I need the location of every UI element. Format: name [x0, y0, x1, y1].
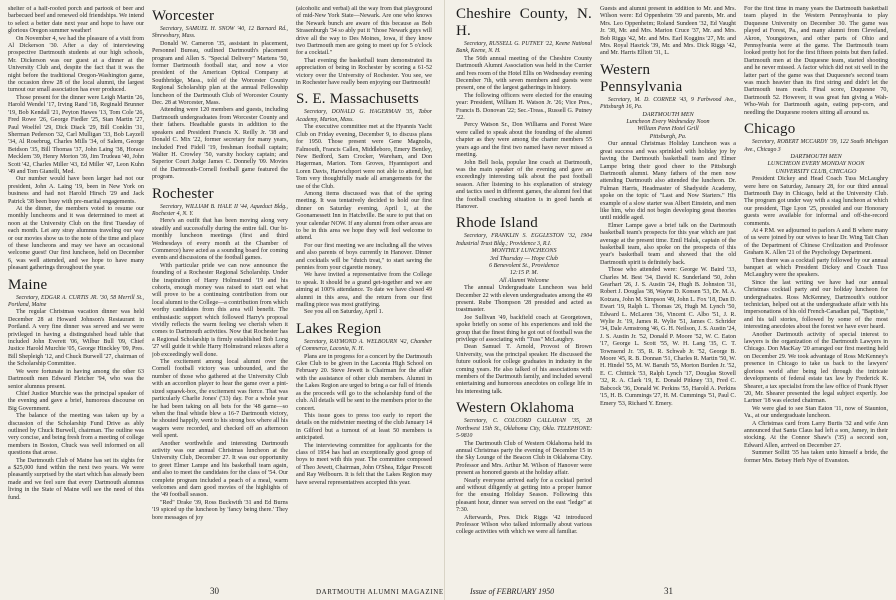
section-heading-cheshire: Cheshire County, N. H. — [456, 6, 592, 39]
luncheon-notice: UNIVERSITY CLUB, CHICAGO — [775, 168, 857, 175]
luncheon-notice: MONTHLY LUNCHEONS — [491, 248, 557, 255]
luncheon-notice: Luncheon Every Wednesday Noon — [626, 119, 710, 126]
magazine-footer: DARTMOUTH ALUMNI MAGAZINE — [316, 588, 444, 596]
luncheon-notice: Pittsburgh, Pa. — [649, 133, 687, 140]
paragraph: The following officers were elected for the ensuing year: President, William H. Watson Jr. '26; Vice Pres., Francis B. Donovan '22; Sec.-Treas., Russell G. Putney '22. — [456, 92, 592, 122]
section-secretary: Secretary, WILLIAM B. HALE II '44, Aqueduct Bldg., Rochester 4, N. Y. — [152, 203, 288, 217]
paragraph: shelter of a half-roofed porch and partook of beer and barbecued beef and renewed old friendships. We intend to select a better date next year and hope to have our glorious Oregon summer weather! — [8, 6, 144, 35]
paragraph: President Dickey and Head Coach Tuss McLaughry were here on Saturday, January 28, for our third annual Dartmouth Day in Chicago, held at the University Club. The program got under way with a stag luncheon at which our president, Tige Lyon '25, presided and our Honorary guests were available for informal and off-the-record comments. — [744, 176, 888, 227]
section-heading-se-massachusetts: S. E. Massachusetts — [296, 91, 419, 108]
paragraph: Guests and alumni present in addition to Mr. and Mrs. Wilson were: Ed Oppenheim '39 and parents, Mr. and Mrs. Leo Oppenheim; Roland Sundeen '32, Ed Vaught Jr. '38, Mr. and Mrs. Marion Cruce '37, Mr. and Mrs. Bob Riggs '42, Mr. and Mrs. Earl Koggins '27, Mr. and Mrs. Royal Hasrick '39, Mr. and Mrs. Dick Riggs '42, and Mr. Harris Elliott '31, L. — [600, 6, 736, 57]
paragraph: Those present for the dinner were Leigh Martin '26, Harold Wendel '17, Irving Rand '18, Reginald Brunner '19, Bob Kendall '21, Peyton Hawes '13, Tom Cole '26, Fred Rowe '26, George Fiedler '25, Stan Martin '27, Paul Woelfel '29, Dick Diack '29, Bill Conklin '31, Sherman Pederson '32, Carl Mulligan '33, Bob Layzell '34, Al Rosebrug, Charles Mills '34, of Salem, George Beidson '35, Bill Thomas '37, John Laing '38, Horace Mecklem '39, Henry Morton '39, Jim Trudeau '40, John Scott '42, Charles Miller '43, Ed Miller '47, Leon Kuhn '49 and Tom Gianelli, Med. — [8, 94, 144, 175]
paragraph: Elmer Lampe gave a brief talk on the Dartmouth basketball team's prospects for this year which are just average at the present time. Emil Haluk, captain of the basketball team, also spoke on the prospects of this year's basketball team and showed that the old Dartmouth spirit is definitely back. — [600, 222, 736, 266]
paragraph: The interviewing committee for applicants for the class of 1954 has had an exceptionally good group of boys to meet with this year. The committee composed of Theo Jewett, Chairman, John O'Shea, Edgar Prescott and Ray Welbourn. It is felt that the Lakes Region may have several representatives accepted this year. — [296, 442, 432, 486]
paragraph: The regular Christmas vacation dinner was held December 28 at Howard Johnson's Restaurant in Portland. A very fine dinner was served and we were privileged in having a distinguished head table that included John Everett '06, Wilbur Bull '09, Chief Justice Harold Murchie '05, George Hinckley '09, Pres. Bill Shepleigh '12, and Chuck Burwell '27, chairman of the Scholarship Committee. — [8, 309, 144, 368]
section-secretary: Secretary, DONALD G. HAGERMAN '35, Tabor Academy, Marion, Mass. — [296, 109, 432, 123]
section-heading-western-oklahoma: Western Oklahoma — [456, 400, 575, 417]
luncheon-notice: DARTMOUTH MEN — [642, 111, 694, 118]
paragraph: The 56th annual meeting of the Cheshire County Dartmouth Alumni Association was held in the Currier and Ives room of the Hotel Ellis on Wednesday evening December 7th, with seven members and guests were present, one of the largest gatherings in history. — [456, 55, 592, 92]
luncheon-notice: 12:15 P. M. — [509, 270, 539, 277]
paragraph: The annual Undergraduate Luncheon was held December 22 with eleven undergraduates among the 49 present. Rube Thompson '28 presided and acted as toastmaster. — [456, 285, 592, 314]
luncheon-notice: LUNCHEON EVERY MONDAY NOON — [767, 161, 865, 168]
paragraph: Another worthwhile and interesting Dartmouth activity was our annual Christmas luncheon at the University Club, December 27. It was our opportunity to greet Elmer Lampe and his basketball team again, and also to meet the candidates for the class of '54. Our complete program included a peach of a meal, warm welcomes and darn good movies of the highlights of the '49 football season. — [152, 440, 288, 499]
section-heading-maine: Maine — [8, 276, 48, 293]
page-number-left: 30 — [210, 586, 219, 596]
paragraph: Among items discussed was that of the spring meeting. It was tentatively decided to hold our first dinner on Saturday evening, April 1, at the Goonamessett Inn in Hatchville. Be sure to put that on your calendar NOW. If any alumni from other areas are to be in this area we hope they will feel welcome to attend. — [296, 190, 432, 242]
paragraph: Dean Samuel T. Arnold, Provost of Brown University, was the principal speaker. He discussed the future outlook for college graduates in industry in the coming years. He also talked of his associations with members of the Dartmouth family, and included several entertaining and humorous anecdotes on college life in his interesting talk. — [456, 344, 592, 395]
column-3 — [296, 6, 432, 578]
paragraph: Nearly everyone arrived early for a cocktail period and without diligently at getting into a proper humor for the ensuing Holiday Season. Following this pleasant hour, dinner was served on the east "ledge" at 7:30. — [456, 477, 592, 514]
paragraph: Afterwards, Pres. Dick Riggs '42 introduced Professor Wilson who talked informally about various college activities with which we were all familiar. — [456, 514, 592, 536]
luncheon-notice: All Alumni Welcome — [499, 277, 549, 284]
section-secretary: Secretary, C. COLCORD CALLAHAN '35, 28 Northwest 15th St., Oklahoma City, Okla. TELEPHONE: 5-9810 — [456, 418, 592, 440]
section-secretary: Secretary, FRANKLIN S. EGGLESTON '32, 1904 Industrial Trust Bldg.; Providence 3, R.I. — [456, 233, 592, 247]
paragraph: We were fortunate in having among the other 63 Dartmouth men Edward Fletcher '94, who was the senior alumnus present. — [8, 368, 144, 390]
paragraph: At the dinner, the members voted to resume our monthly luncheons and it was determined to meet at noon at the University Club on the first Tuesday of each month. Let any stray alumnus traveling our way or our movies show us to the note of the time and place of these luncheons and may we have an occasional welcome guest! Our first luncheon, held on December 6, was well attended, and we hope to have many pleasant gatherings throughout the year. — [8, 205, 144, 272]
paragraph: On November 4, we had the pleasure of a visit from Al Dickerson '30. After a day of interviewing prospective Dartmouth students at our high schools, Mr. Dickerson was our guest at a dinner at the University Club and, despite the fact that it was the night before the traditional Oregon-Washington game, the occasion drew 28 of the local alumni, the largest turnout our small association has ever produced. — [8, 35, 144, 94]
section-secretary: Secretary, EDGAR A. CURTIS JR. '30, 58 Merrill St., Portland, Maine — [8, 294, 144, 309]
paragraph: The Dartmouth Club of Maine has set its sights for a $25,000 fund within the next two years. We were pleasantly surprised by the start which has already been made and we feel sure that every Dartmouth alumnus living in the State of Maine will see the need of this fund. — [8, 457, 144, 501]
paragraph: This issue goes to press too early to report the details on the midwinter meeting of the club January 14 in Gilford but a turnout of at least 50 members is anticipated. — [296, 412, 432, 442]
paragraph: A Christmas card from Larry Burtis '32 and wife Ann announced that Santa Claus had left a son, Jamey, in their stocking. At the Connor Shaw's ('35) a second son, Edward Allen, arrived on December 27. — [744, 420, 888, 449]
section-heading-rochester: Rochester — [152, 185, 214, 202]
paragraph: Our number would have been larger had not our president, John A. Laing '19, been in New York on business and had not Harold Hirsch '29 and Jack Patrick '38 been busy with pre-marital engagements. — [8, 176, 144, 205]
paragraph: Here's an outfit that has been moving along very steadily and successfully during the entire fall. Our bi-monthly luncheon meetings (first and third Wednesdays of every month at the Chamber of Commerce) have acted as a sounding board for coming events and discussions of the football games. — [152, 218, 288, 262]
page-gutter — [444, 0, 445, 600]
paragraph: Then there was a cocktail party followed by our annual banquet at which President Dickey and Coach Tuss McLaughry were the speakers. — [744, 257, 888, 279]
paragraph: That evening the basketball team demonstrated its appreciation of being in Rochester by scoring a 61-52 victory over the University of Rochester. You see, we in Rochester have really been enjoying our Dartmouth! — [296, 57, 432, 87]
column-4 — [456, 6, 592, 580]
luncheon-notice: 3rd Thursday — Hope Club — [490, 255, 558, 262]
paragraph: The Dartmouth Club of Western Oklahoma held its annual Christmas party the evening of December 15 in the Sky Lounge of the Beacon Club in Oklahoma City. Professor and Mrs. Arthur M. Wilson of Hanover were present as honored guests at the holiday affair. — [456, 440, 592, 477]
paragraph: For the first time in many years the Dartmouth basketball team played in the Western Pennsylvania to play Duquesne University on December 30. The game was played at Forest, Pa., and many alumni from Cleveland, Akron, Youngstown, and other parts of Ohio and Pennsylvania were at the game. The Dartmouth team looked pretty hot for the first fifteen points but then failed. Dartmouth men at the Duquesne team, started shooting and he never missed. A factor which did not sit well in the latter part of the game was that Duquesne's second team was much heavier than its first string and didn't let the Dartmouth team reach. Final score, Duquesne 70, Dartmouth 52. However, it was great fun giving a Wah-Who-Wah for Dartmouth again, eating pep-corn, and needling the Duquesne rooters sitting all around us. — [744, 6, 888, 116]
luncheon-notice: DARTMOUTH MEN — [790, 153, 842, 160]
section-secretary: Secretary, RUSSELL G. PUTNEY '22, Keene National Bank, Keene, N. H. — [456, 41, 592, 55]
paragraph: John Bell Isola, popular line coach at Dartmouth, was the main speaker of the evening and gave an exceedingly interesting talk about the past football season. After listening to his explanation of strategy and tactics used in different games, the alumni feel that the football coaching situation is in good hands at Hanover. — [456, 159, 592, 210]
paragraph: The excitement among local alumni over the Cornell football victory was unbounded, and the number of those who gathered at the University Club with an accordion player to hear the game over a pint-sized squawk-box, the excitement was fierce. That was particularly Charlie Jones' ('33) day. For a whole year he had been taking on all bets for the '48 game—so when the final whistle blew a 16-7 Dartmouth victory, he shouted happily, went to his strong box where all his wagers were recorded, and checked off an afternoon well spent. — [152, 359, 288, 440]
column-1 — [8, 6, 144, 594]
paragraph: Those who attended were: George W. Baird '33, Charles M. Best '34, David K. Sunderland '50, John Gearhart '26, J. S. Austin '24, Hugh B. Johnston '31, Robert J. Douglas '38, Wayne D. Konsen '53, Dr. M. A. Kotzara, John M. Simpson '49, John L. Fox '18, Dan D. Ewart '19, Ralph L. Thomas '26, Hugh M. Lynch '50, Edward L. McLaren '36, Vincent C. Albo '51, J. R. Wylie Jr. '19, James R. Wylie '51, James C. Schrider '34, Dale Armstrong '46, G. H. Neilson, J. S. Austin '24, J. S. Austin Jr. '52, Donald P. Moore '52, W. C. Eaton '17, George L. Scott '55, W. H. Lang '35, C. T. Townsend Jr. '35, R. R. Schwab Jr. '52, George B. Moore '45, R. B. Donnan '51, Charles R. Martin '50, W. H. Hindel '55, M. W. Baruth '55, Morton Burden Jr. '52, E. C. Chittick '53, Ralph Lynch '17, Douglas Stovell '32, R. A. Clark '19, E. Donald Pitkney '33, Fred C. Babcock '36, Donald W. Perkins '55, Harold A. Perkins '15, H. B. Cummings '27, H. M. Cummings '51, Paul C. Emery '53, Richard Y. Emery. — [600, 267, 736, 407]
paragraph: We were glad to see Stan Eaton '11, now of Staunton, Va., at our undergraduate luncheon. — [744, 405, 888, 420]
issue-footer: Issue of FEBRUARY 1950 — [470, 587, 555, 596]
paragraph: With particular pride we can now announce the founding of a Rochester Regional Scholarship. Under the inspiration of Harry Holmstrand '19 and his cohorts, enough money was raised to start out what will prove to be a continuing contribution from our local alumni to the College—a contribution from which worthy candidates from this area will benefit. The enthusiastic support which followed Harry's proposal vividly reflects the warm feeling we cherish when it comes to Dartmouth activities. Now that Rochester has a Regional Scholarship is firmly established Bob Long '27 will guide it while Harry Holmstrand relaxes after a job exceedingly well done. — [152, 262, 288, 358]
section-secretary: Secretary, SAMUEL H. SNOW '40, 12 Barnard Rd., Shrewsbury, Mass. — [152, 26, 288, 40]
section-secretary: Secretary, M. D. CORNER '43, 9 Farbwood Ave., Pittsburgh 16, Pa. — [600, 96, 736, 111]
paragraph: The balance of the meeting was taken up by a discussion of the Scholarship Fund Drive as ably outlined by Chuck Burwell, chairman. The outline was very concise, and being fresh from a meeting of college members in Boston, Chuck was well informed on all questions that arose. — [8, 413, 144, 457]
paragraph: Plans are in progress for a concert by the Dartmouth Glee Club to be given in the Laconia High School on February 20. Steve Jewett is Chairman for the affair with the assistance of other club members. Alumni in the Lakes Region are urged to bring a car full of friends as the proceeds will go to the scholarship fund of the club. All details will be sent to the members prior to the concert. — [296, 353, 432, 412]
column-2 — [152, 6, 288, 594]
paragraph: Another Dartmouth activity of special interest to lawyers is the organization of the Dartmouth Lawyers in Chicago. Don MacKay '20 arranged our first meeting held on December 29. We took advantage of Ross McKenney's presence in Chicago to take us back to the lawyers' glorious world after being led through the intricate developments of federal estate tax law by Frederick K. Shearer, a tax specialist from the law office of Frank Hyser '20, Mr. Shearer presented the legal subject expertly. Joe Lartner '18 was elected chairman. — [744, 331, 888, 405]
luncheon-notice: 6 Benevolent St., Providence — [489, 262, 559, 269]
section-heading-lakes-region: Lakes Region — [296, 320, 382, 337]
section-secretary: Secretary, ROBERT MCCARDY '39, 122 South Michigan Ave., Chicago 3 — [744, 139, 888, 153]
paragraph: Donald W. Cameron '35, assistant in placement, Personnel Bureau, outlined Dartmouth's placement program and Allen S. "Special Delivery" Martens '50, former Dartmouth football star, and now a vice president of the American Optical Company at Southbridge, Mass., told of the Worcester County Regional Scholarship plan at the annual Fellowship luncheon of the Dartmouth Club of Worcester County Dec. 28 at Worcester, Mass. — [152, 40, 288, 107]
paragraph: At 4 P.M. we adjourned to parlors A and B where many of us were joined by our wives to hear Dr. Wing Tait Chan of the Department of Chinese Civilization and Professor Graham K. Allen '21 of the Psychology Department. — [744, 227, 888, 257]
paragraph: See you all on Saturday, April 1. — [304, 309, 384, 316]
column-6 — [744, 6, 888, 594]
section-heading-chicago: Chicago — [744, 121, 796, 138]
paragraph: Our annual Christmas Holiday Luncheon was a great success and was sprinkled with holiday joy by having the Dartmouth basketball team and Elmer Lampe bring their good cheer to the Pittsburgh Dartmouth alumni. Many fathers of the men now attending Dartmouth also attended the luncheon. Dr. Fulman Harris, Headmaster of Shadyside Academy, spoke on the topic of "Last and Now Starters." His example of a slow starter was Albert Einstein, and men like him, who did not begin developing great theories until middle aged. — [600, 141, 736, 222]
paragraph: Chief Justice Murchie was the principal speaker of the evening and gave a brief, humorous discourse on Big Government. — [8, 390, 144, 412]
section-secretary: Secretary, RAYMOND A. WELBOURN '42, Chamber of Commerce, Laconia, N. H. — [296, 338, 432, 353]
paragraph: The executive committee met at the Hyannis Yacht Club on Friday evening, December 9, to discuss plans for 1950. Those present were Gene Magnolis, Falmouth, Francis Callen, Middleboro, Emery Bentley, New Bedford, Sam Crocker, Wareham, and Don Hagerman, Marion. Tom Groves, Hyannisport and Loren Davis, Harwichport were not able to attend, but Tom very thoughtfully made all arrangements for the use of the Club. — [296, 124, 432, 190]
paragraph: Joe Sullivan '49, backfield coach at Georgetown, spoke briefly on some of his experiences and told the group that the finest thing he got out of football was the privilege of associating with "Tuss" McLaughry. — [456, 314, 592, 344]
paragraph: Since the last writing we have had our annual Christmas cocktail party and our holiday luncheon for undergraduates. Ross McKenney, Dartmouth's outdoor technician, helped out at the undergraduate affair with his impersonations of his old French-Canadian pal, "Baptiste," and his tall stories, followed by some of the most interesting anecdotes about the forest we have ever heard. — [744, 279, 888, 331]
paragraph: For our first meeting we are including all the wives and also parents of boys currently in Hanover. Dinner and cocktails will be "dutch treat," to start saving the pennies from your cigarette money. — [296, 242, 432, 271]
paragraph: Attending were 120 members and guests, including Dartmouth undergraduates from Worcester County and their fathers. Headtable guests in addition to the speakers and President Francis X. Reilly Jr. '38 and Donald C. Mix '22, former secretary for many years, included Fred Fidell '19, freshman football captain; Walter H. Crowley '50, varsity hockey captain; and Superior Court Judge James C. Donnelly '09. Movies of the Dartmouth-Cornell football game featured the program. — [152, 107, 288, 181]
section-heading-western-pennsylvania: Western Pennsylvania — [600, 61, 683, 95]
paragraph: We have invited a representative from the College to speak. It should be a grand get-together and we are aiming at 100% attendance. To date we have closed 49 alumni in this area, and the return from our first mailing piece was most gratifying. — [296, 272, 432, 309]
luncheon-notice: William Penn Hotel Grill — [637, 126, 699, 133]
paragraph: Percy Watson Sr., Don Williams and Forest Ware were called to speak about the founding of the alumni chapter as they were among the charter members 55 years ago and the first two named have never missed a meeting. — [456, 122, 592, 159]
section-heading-rhode-island: Rhode Island — [456, 215, 538, 232]
section-heading-worcester: Worcester — [152, 8, 215, 24]
column-5 — [600, 6, 736, 594]
paragraph: (alcoholic and verbal) all the way from that playground of mid-New York State—Newark. Are one who knows the Newark bunch are aware of this because as Bob Strasenburgh '34 so ably put it "those Newark guys will drive all the way to Des Moines, Iowa, if they know two Dartmouth men are going to meet up for 5 o'clock for a cocktail." — [296, 6, 432, 57]
paragraph: "Red" Drake '39, Ross Buckwith '31 and Ed Burns '19 spiced up the luncheon by 'fancy being there.' They bore messages of joy — [152, 499, 288, 521]
page-number-right: 31 — [664, 586, 673, 596]
paragraph: Summer Sollitt '35 has taken unto himself a bride, the former Mrs. Betsey Herb Nye of Evanston. — [744, 450, 888, 464]
